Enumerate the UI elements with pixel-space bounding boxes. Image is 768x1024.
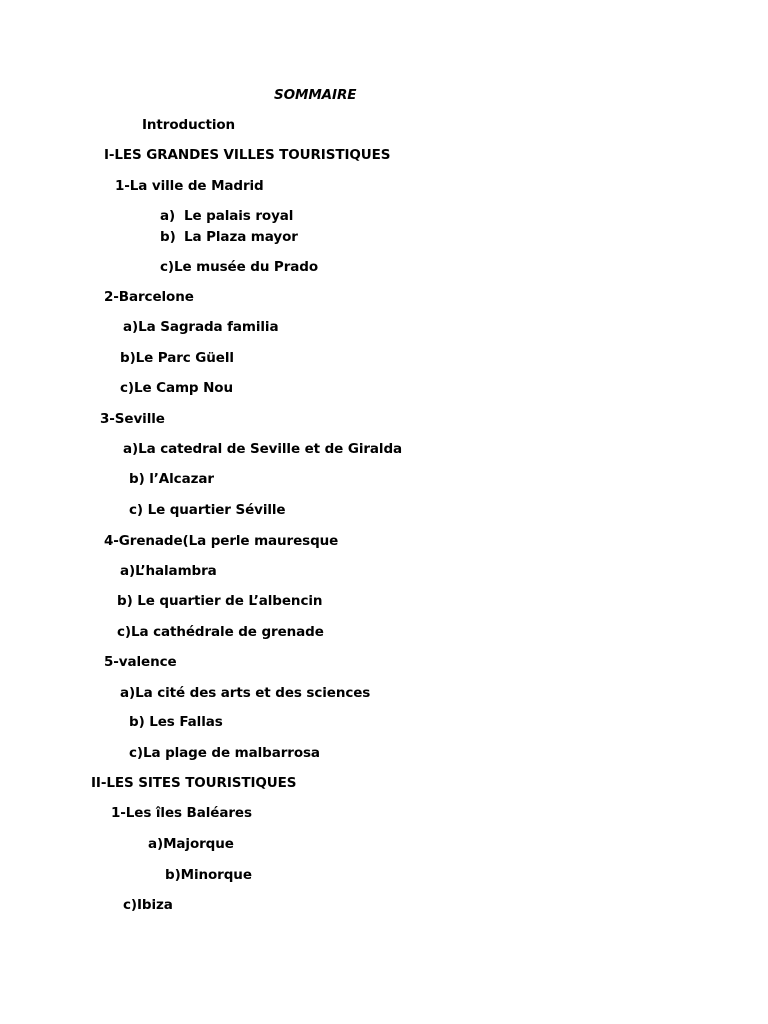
toc-section-valence: 5-valence (104, 654, 177, 670)
toc-item-grenade-c: c)La cathédrale de grenade (117, 624, 324, 640)
toc-item-seville-a: a)La catedral de Seville et de Giralda (123, 441, 403, 457)
list-marker: a) (160, 208, 176, 224)
list-item-text: La Plaza mayor (184, 229, 298, 245)
list-item-text: Le palais royal (184, 208, 294, 224)
toc-entry-introduction: Introduction (142, 117, 236, 133)
toc-section-seville: 3-Seville (100, 411, 165, 427)
toc-part-heading: II-LES SITES TOURISTIQUES (91, 775, 297, 791)
toc-item-seville-b: b) l’Alcazar (129, 471, 214, 487)
toc-item-grenade-b: b) Le quartier de L’albencin (117, 593, 323, 609)
toc-item-seville-c: c) Le quartier Séville (129, 502, 286, 518)
toc-item-baleares-a: a)Majorque (148, 836, 234, 852)
toc-section-madrid: 1-La ville de Madrid (115, 178, 264, 194)
toc-item-madrid-a (160, 208, 293, 224)
toc-part-heading: I-LES GRANDES VILLES TOURISTIQUES (104, 147, 391, 163)
toc-section-barcelone: 2-Barcelone (104, 289, 194, 305)
toc-item-baleares-c: c)Ibiza (123, 897, 173, 913)
toc-item-valence-c: c)La plage de malbarrosa (129, 745, 320, 761)
list-marker: b) (160, 229, 176, 245)
toc-section-baleares: 1-Les îles Baléares (111, 805, 252, 821)
toc-item-grenade-a: a)L’halambra (120, 563, 217, 579)
toc-item-barcelone-b: b)Le Parc Güell (120, 350, 234, 366)
page-title: SOMMAIRE (274, 87, 357, 103)
toc-item-barcelone-c: c)Le Camp Nou (120, 380, 233, 396)
toc-item-madrid-c: c)Le musée du Prado (160, 259, 319, 275)
toc-item-baleares-b: b)Minorque (165, 867, 252, 883)
toc-item-madrid-b (160, 229, 298, 245)
toc-section-grenade: 4-Grenade(La perle mauresque (104, 533, 339, 549)
toc-item-valence-b: b) Les Fallas (129, 714, 223, 730)
toc-item-valence-a: a)La cité des arts et des sciences (120, 685, 371, 701)
toc-item-barcelone-a: a)La Sagrada familia (123, 319, 279, 335)
